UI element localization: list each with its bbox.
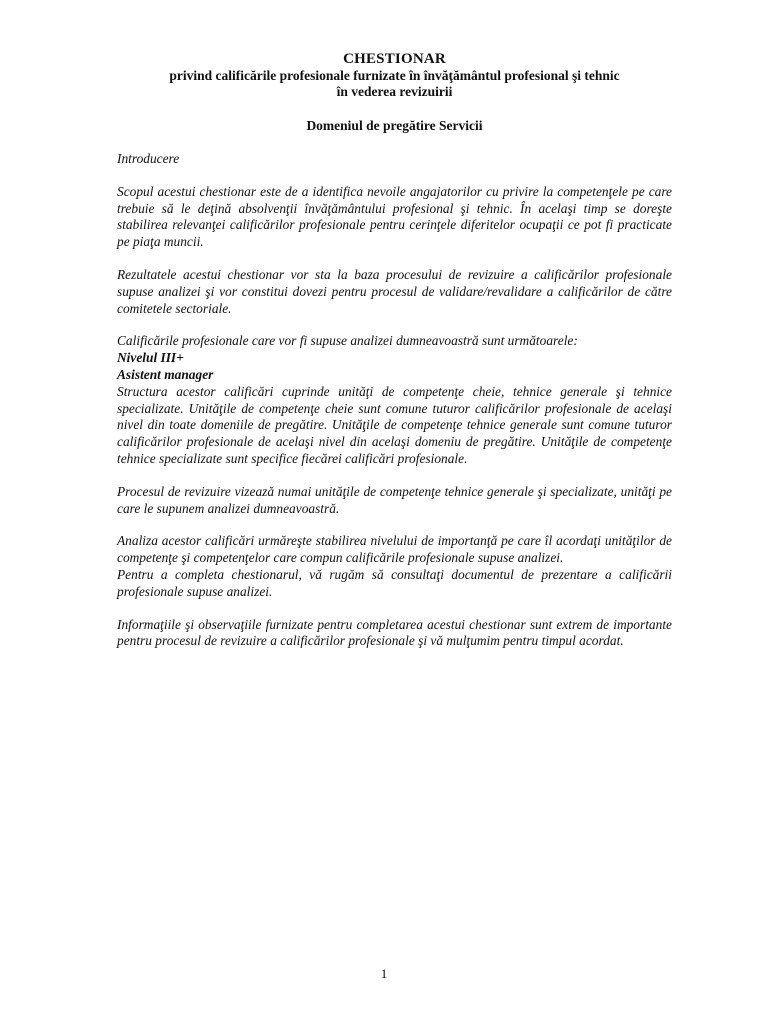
thanks-paragraph: Informaţiile şi observaţiile furnizate pentru completarea acestui chestionar sunt extrem de importante pentru procesul de revizuire a calificărilor profesionale şi vă mulţumim pentru timpul acordat. — [117, 616, 672, 649]
document-page — [117, 50, 672, 650]
qualification-level: Nivelul III+ — [117, 350, 184, 366]
document-subtitle-line1: privind calificările profesionale furnizate în învăţământul profesional şi tehnic — [169, 68, 620, 83]
intro-heading: Introducere — [117, 151, 180, 166]
document-title: CHESTIONAR — [343, 51, 446, 67]
qualifications-intro-paragraph: Calificările profesionale care vor fi supuse analizei dumneavoastră sunt următoarele: — [117, 333, 578, 349]
document-subtitle-line2: în vederea revizuirii — [336, 84, 453, 99]
results-paragraph: Rezultatele acestui chestionar vor sta la baza procesului de revizuire a calificărilor profesionale supuse analizei şi vor constitui dovezi pentru procesul de validare/revalidare a calificărilor de către comitetele sectoriale. — [117, 266, 672, 316]
revision-process-paragraph: Procesul de revizuire vizează numai unităţile de competenţe tehnice generale şi specializate, unităţi pe care le supunem analizei dumneavoastră. — [117, 483, 672, 516]
qualification-name: Asistent manager — [117, 366, 214, 382]
instructions-paragraph: Pentru a completa chestionarul, vă rugăm să consultaţi documentul de prezentare a calificării profesionale supuse analizei. — [117, 566, 672, 599]
analysis-paragraph: Analiza acestor calificări urmăreşte stabilirea nivelului de importanţă pe care îl acordaţi unităţilor de competenţe şi competenţelor care compun calificările profesionale supuse analizei. — [117, 533, 672, 566]
page-number: 1 — [380, 966, 388, 981]
training-domain-heading: Domeniul de pregătire Servicii — [306, 118, 483, 133]
purpose-paragraph: Scopul acestui chestionar este de a identifica nevoile angajatorilor cu privire la competenţele pe care trebuie să le deţină absolvenţii învăţământului profesional şi tehnic. În acelaşi timp se doreşte stabilirea relevanţei calificărilor profesionale pentru cerinţele diferitelor ocupaţii ce pot fi practicate pe piaţa muncii. — [117, 183, 672, 250]
structure-paragraph: Structura acestor calificări cuprinde unităţi de competenţe cheie, tehnice generale şi tehnice specializate. Unităţile de competenţe cheie sunt comune tuturor calificărilor profesionale de acelaşi nivel din toate domeniile de pregătire. Unităţile de competenţe tehnice generale sunt comune tuturor calificărilor profesionale de acelaşi nivel din acelaşi domeniu de pregătire. Unităţile de competenţe tehnice specializate sunt specifice fiecărei calificări profesionale. — [117, 383, 672, 466]
